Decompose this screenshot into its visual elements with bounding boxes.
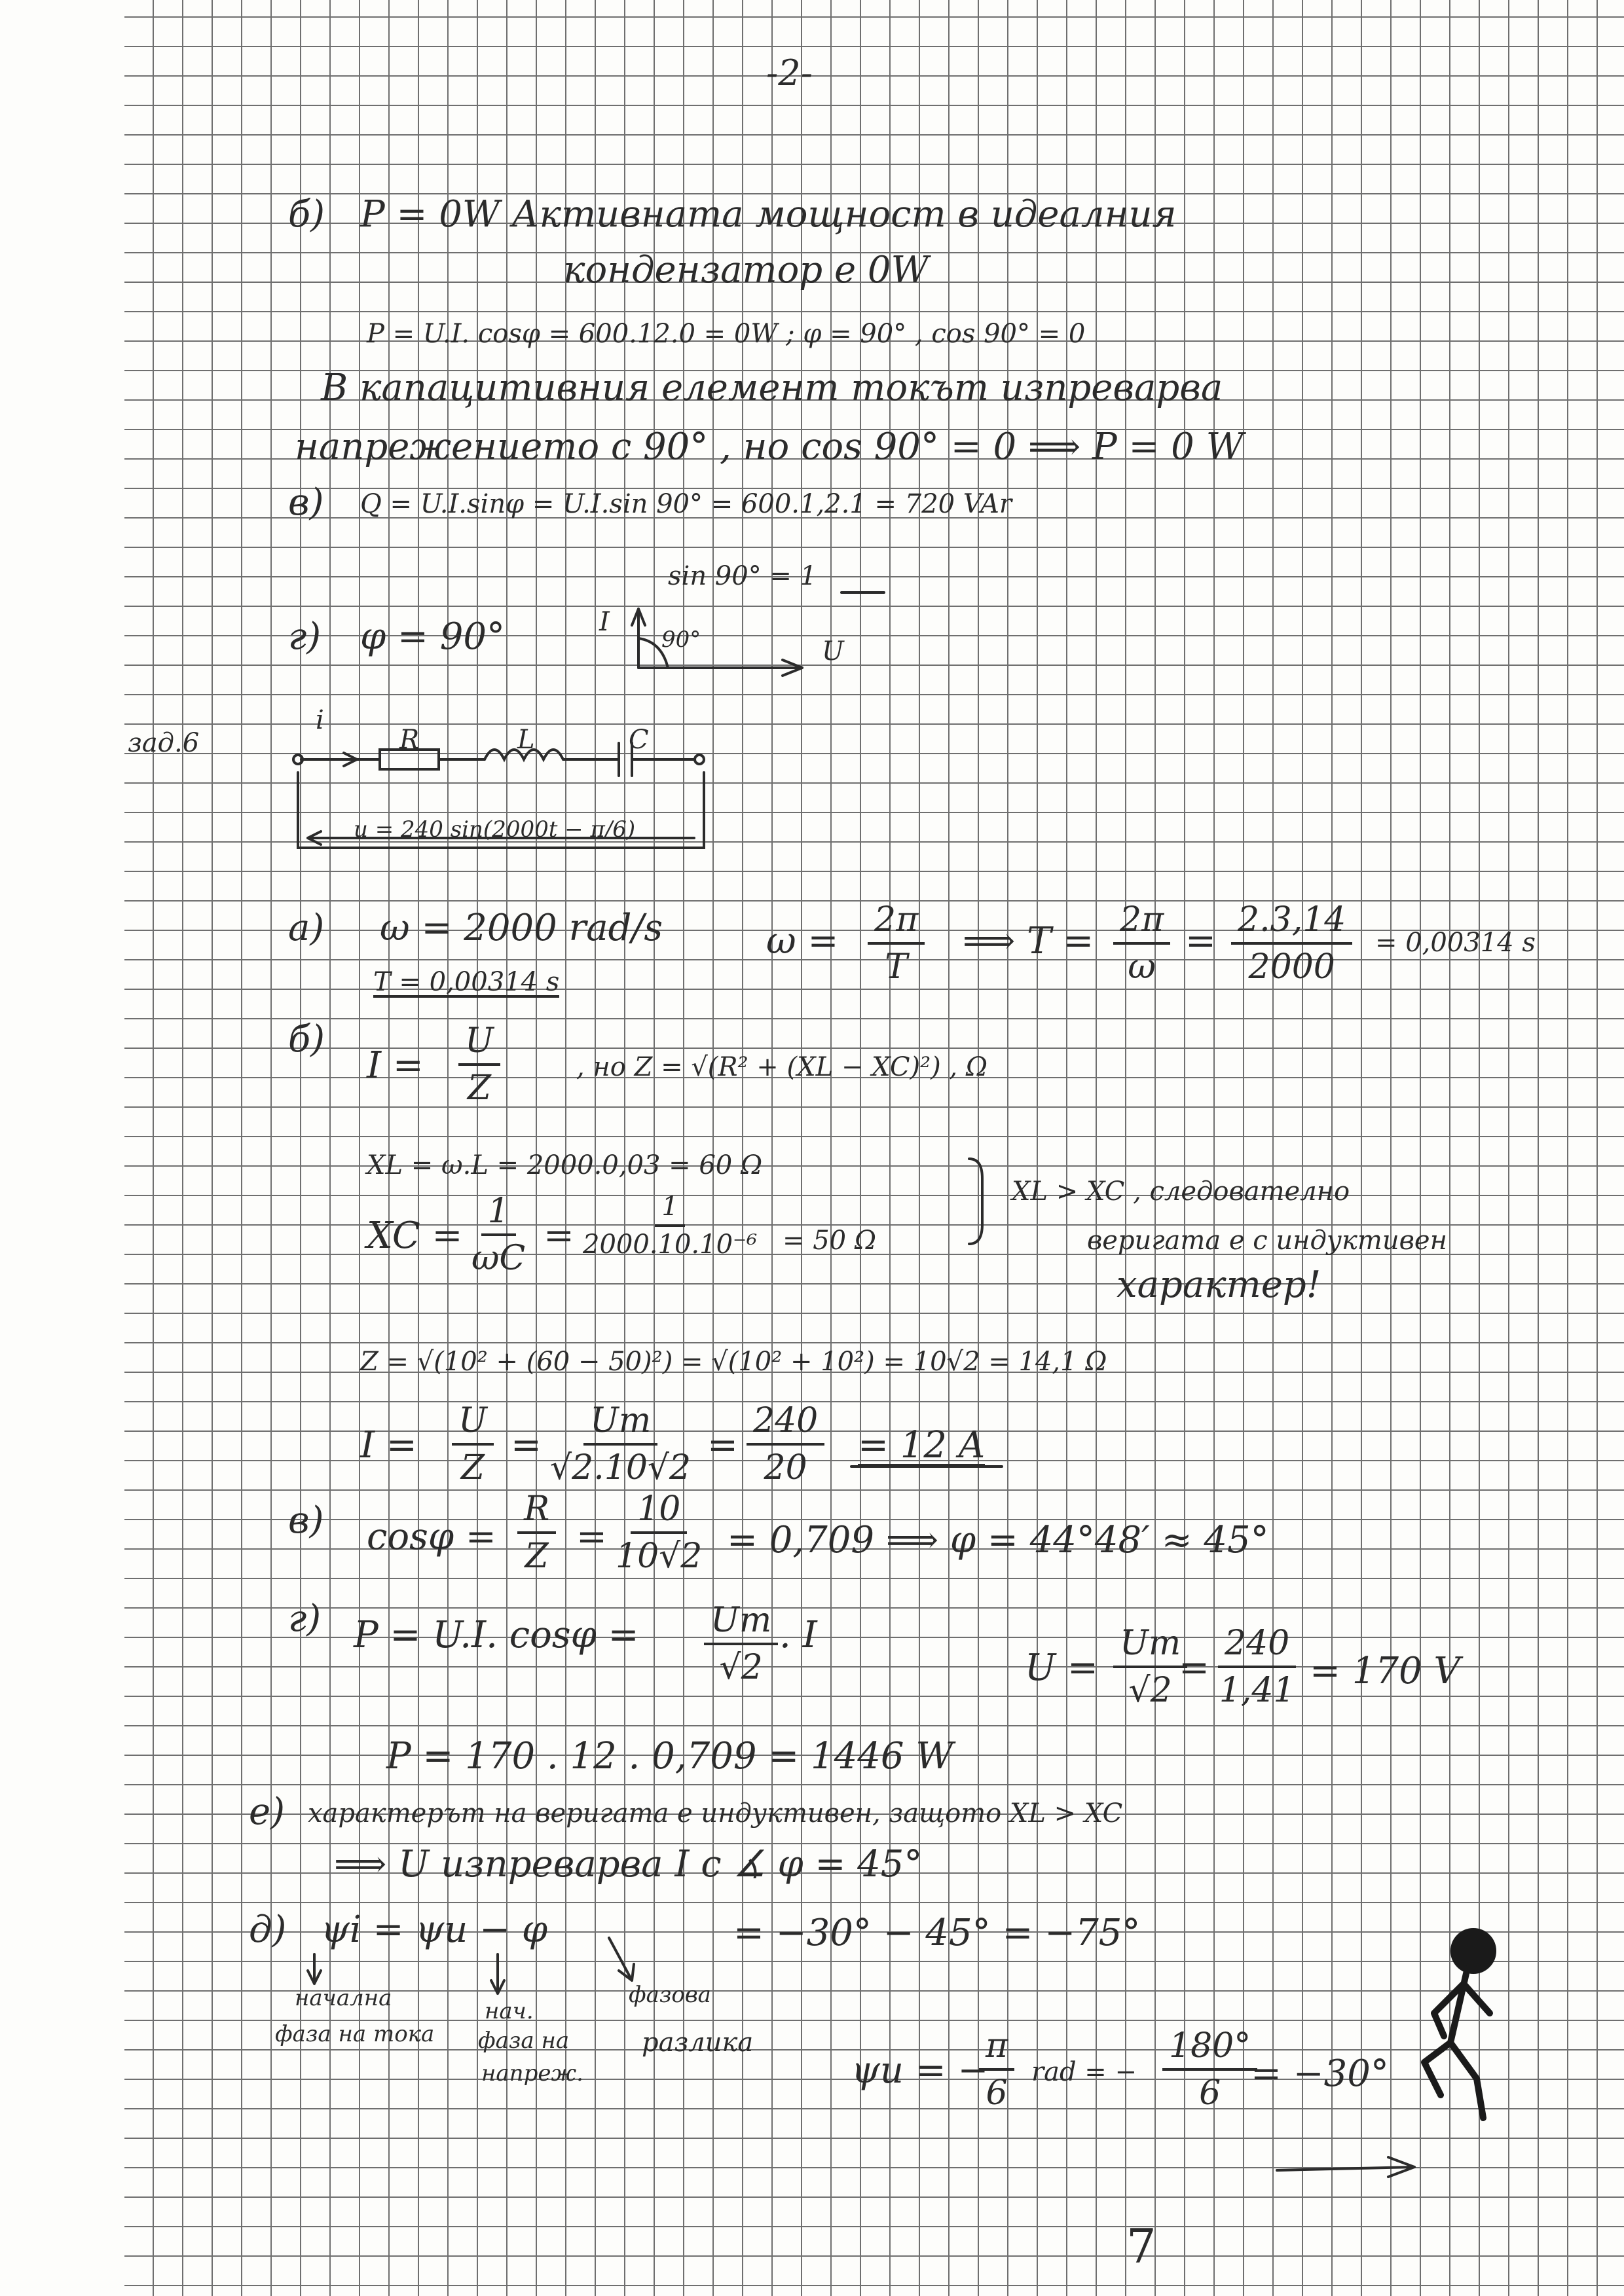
task6-b-current-frac1: $\frac{U}{Z}$ (452, 1401, 494, 1487)
note-initial-phase-voltage-2: фаза на (478, 2028, 570, 2054)
circuit-inductor-label: L (517, 725, 535, 755)
task6-b-xc-lhs: XC = (367, 1214, 463, 1257)
task6-a-omega: ω = 2000 rad/s (380, 907, 663, 949)
note-initial-phase-voltage-3: напреж. (481, 2060, 583, 2086)
task6-g-tail: . I (779, 1614, 817, 1656)
task6-b-xc-frac1: $\frac{1}{\omega C}$ (471, 1192, 526, 1278)
task6-b-xc-frac2: $\frac{1}{\text{2000.10.10⁻⁶}}$ (583, 1192, 758, 1260)
task6-b-ohm-lhs: I = (367, 1044, 424, 1087)
task6-g-u-lhs: U = (1025, 1647, 1098, 1689)
task6-d-psi-mid: rad = − (1031, 2057, 1137, 2087)
voltage-arrow (308, 831, 694, 845)
task6-b-current-frac2: $\frac{Um}{√2.10√2}$ (550, 1401, 692, 1487)
task6-b-current-lhs: I = (360, 1424, 417, 1467)
task6-d-label: д) (249, 1908, 287, 1951)
task6-v-result: = 0,709 ⟹ φ = 44°48′ ≈ 45° (727, 1519, 1269, 1561)
part-b-line1: P = 0W Активната мощност в идеалния (360, 193, 1177, 236)
task6-g-u-frac2: $\frac{240}{1,41}$ (1219, 1624, 1295, 1710)
arrow-initial-phase-voltage (491, 1954, 504, 1994)
task6-a-omega-lhs: ω = (766, 920, 839, 962)
task6-b-note3: характер! (1116, 1264, 1321, 1306)
phasor-angle-arc (638, 638, 668, 668)
arrow-initial-phase-current (308, 1954, 321, 1984)
task6-v-lhs: cosφ = (367, 1516, 496, 1558)
task6-b-label: б) (288, 1018, 325, 1061)
task6-g-lhs: P = U.I. cosφ = (354, 1614, 639, 1656)
task6-b-current-result: = 12 A (858, 1424, 986, 1467)
task6-d-psi-frac2: $\frac{180^\circ}{6}$ (1162, 2026, 1257, 2113)
part-b-line5: напрежението с 90° , но cos 90° = 0 ⟹ P = 0 W (295, 426, 1244, 468)
task6-d-result: = −30° − 45° = −75° (733, 1912, 1141, 1954)
part-v-sin: sin 90° = 1 (668, 561, 817, 591)
task6-e-line1: характерът на веригата е индуктивен, защото XL > XC (308, 1798, 1123, 1829)
task6-b-note2: веригата е с индуктивен (1087, 1226, 1447, 1256)
next-page-arrow (1277, 2157, 1414, 2177)
part-b-formula: P = U.I. cosφ = 600.12.0 = 0W ; φ = 90° , cos 90° = 0 (367, 319, 1086, 349)
phasor-u-arrow (638, 660, 802, 676)
task6-a-period-lhs: ⟹ T = (963, 920, 1094, 962)
task6-b-ohm-frac: $\frac{U}{Z}$ (458, 1021, 500, 1108)
task6-g-power: P = 170 . 12 . 0,709 = 1446 W (386, 1735, 953, 1777)
note-phase-difference-2: разлика (642, 2028, 754, 2058)
inductor (485, 750, 563, 759)
figure-sticker (1424, 1931, 1493, 2118)
brace-xl-xc (969, 1159, 982, 1244)
circuit-capacitor-label: C (629, 725, 649, 755)
part-b-line4: В капацитивния елемент токът изпреварва (321, 367, 1223, 409)
task6-b-current-frac3: $\frac{240}{20}$ (747, 1401, 824, 1487)
part-g-phi: φ = 90° (360, 615, 505, 658)
task6-g-label: г) (288, 1597, 322, 1640)
circuit-current-label: i (316, 705, 324, 735)
circuit-resistor-label: R (399, 725, 420, 755)
circuit-voltage-label: u = 240 sin(2000t − π/6) (354, 816, 636, 843)
task6-b-current-eq2: = (707, 1424, 738, 1467)
voltage-frame (298, 773, 704, 848)
task6-b-impedance: , но Z = √(R² + (XL − XC)²) , Ω (576, 1052, 988, 1082)
task6-b-z: Z = √(10² + (60 − 50)²) = √(10² + 10²) = 10√2 = 14,1 Ω (360, 1347, 1107, 1377)
task6-b-xl: XL = ω.L = 2000.0,03 = 60 Ω (367, 1150, 763, 1180)
capacitor (619, 743, 632, 776)
task6-g-u-eq: = (1179, 1647, 1209, 1689)
task6-v-frac1: $\frac{R}{Z}$ (517, 1489, 556, 1576)
page-number: 7 (1126, 2219, 1156, 2274)
note-initial-phase-voltage-1: нач. (485, 1998, 534, 2024)
task6-g-frac: $\frac{Um}{√2}$ (704, 1601, 778, 1687)
task6-v-label: в) (288, 1499, 324, 1542)
task6-d-psi-frac1: $\frac{\pi}{6}$ (979, 2026, 1014, 2113)
task6-b-note1: XL > XC , следователно (1012, 1176, 1350, 1207)
part-b-label: б) (288, 193, 325, 236)
task6-a-period-value-frac: $\frac{2.3,14}{2000}$ (1231, 900, 1352, 987)
phasor-i-label: I (599, 607, 610, 637)
phasor-u-label: U (822, 636, 844, 666)
task6-d-equation: ψi = ψu − φ (321, 1908, 548, 1951)
task6-e-line2: ⟹ U изпреварва I с ∡ φ = 45° (334, 1843, 923, 1886)
task6-a-period-final: T = 0,00314 s (373, 967, 560, 997)
note-phase-difference-1: фазова (629, 1982, 711, 2008)
task6-a-omega-frac: $\frac{2\pi}{T}$ (868, 900, 925, 987)
part-g-label: г) (288, 615, 322, 658)
task6-v-frac2: $\frac{10}{10√2}$ (616, 1489, 703, 1576)
task6-a-period-result: = 0,00314 s (1375, 928, 1536, 958)
task6-g-u-frac1: $\frac{Um}{√2}$ (1113, 1624, 1187, 1710)
task6-b-xc-mid: = (544, 1214, 574, 1257)
task6-v-eq1: = (576, 1516, 607, 1558)
task6-d-psi-result: = −30° (1251, 2052, 1389, 2095)
phasor-angle-label: 90° (661, 627, 701, 653)
page-header: -2- (766, 52, 813, 94)
part-v-label: в) (288, 481, 324, 524)
task6-a-period-mid: = (1185, 920, 1216, 962)
task6-b-xc-result: = 50 Ω (783, 1226, 877, 1256)
task6-b-current-eq1: = (511, 1424, 542, 1467)
task6-e-label: е) (249, 1791, 285, 1833)
task6-d-psi-u: ψu = − (851, 2049, 989, 2092)
arrow-phase-difference (609, 1938, 634, 1980)
note-initial-phase-current-1: начална (295, 1985, 392, 2011)
terminal-right (695, 755, 704, 764)
task6-g-u-result: = 170 V (1310, 1650, 1460, 1692)
note-initial-phase-current-2: фаза на тока (275, 2021, 435, 2047)
current-arrow (321, 753, 357, 766)
resistor (380, 750, 439, 769)
part-v-formula: Q = U.I.sinφ = U.I.sin 90° = 600.1,2.1 = 720 VAr (360, 489, 1012, 519)
task6-a-period-frac: $\frac{2\pi}{\omega}$ (1113, 900, 1170, 987)
task6-label: зад.6 (128, 728, 200, 758)
part-b-line2: кондензатор е 0W (563, 249, 929, 291)
task6-a-label: а) (288, 907, 325, 949)
